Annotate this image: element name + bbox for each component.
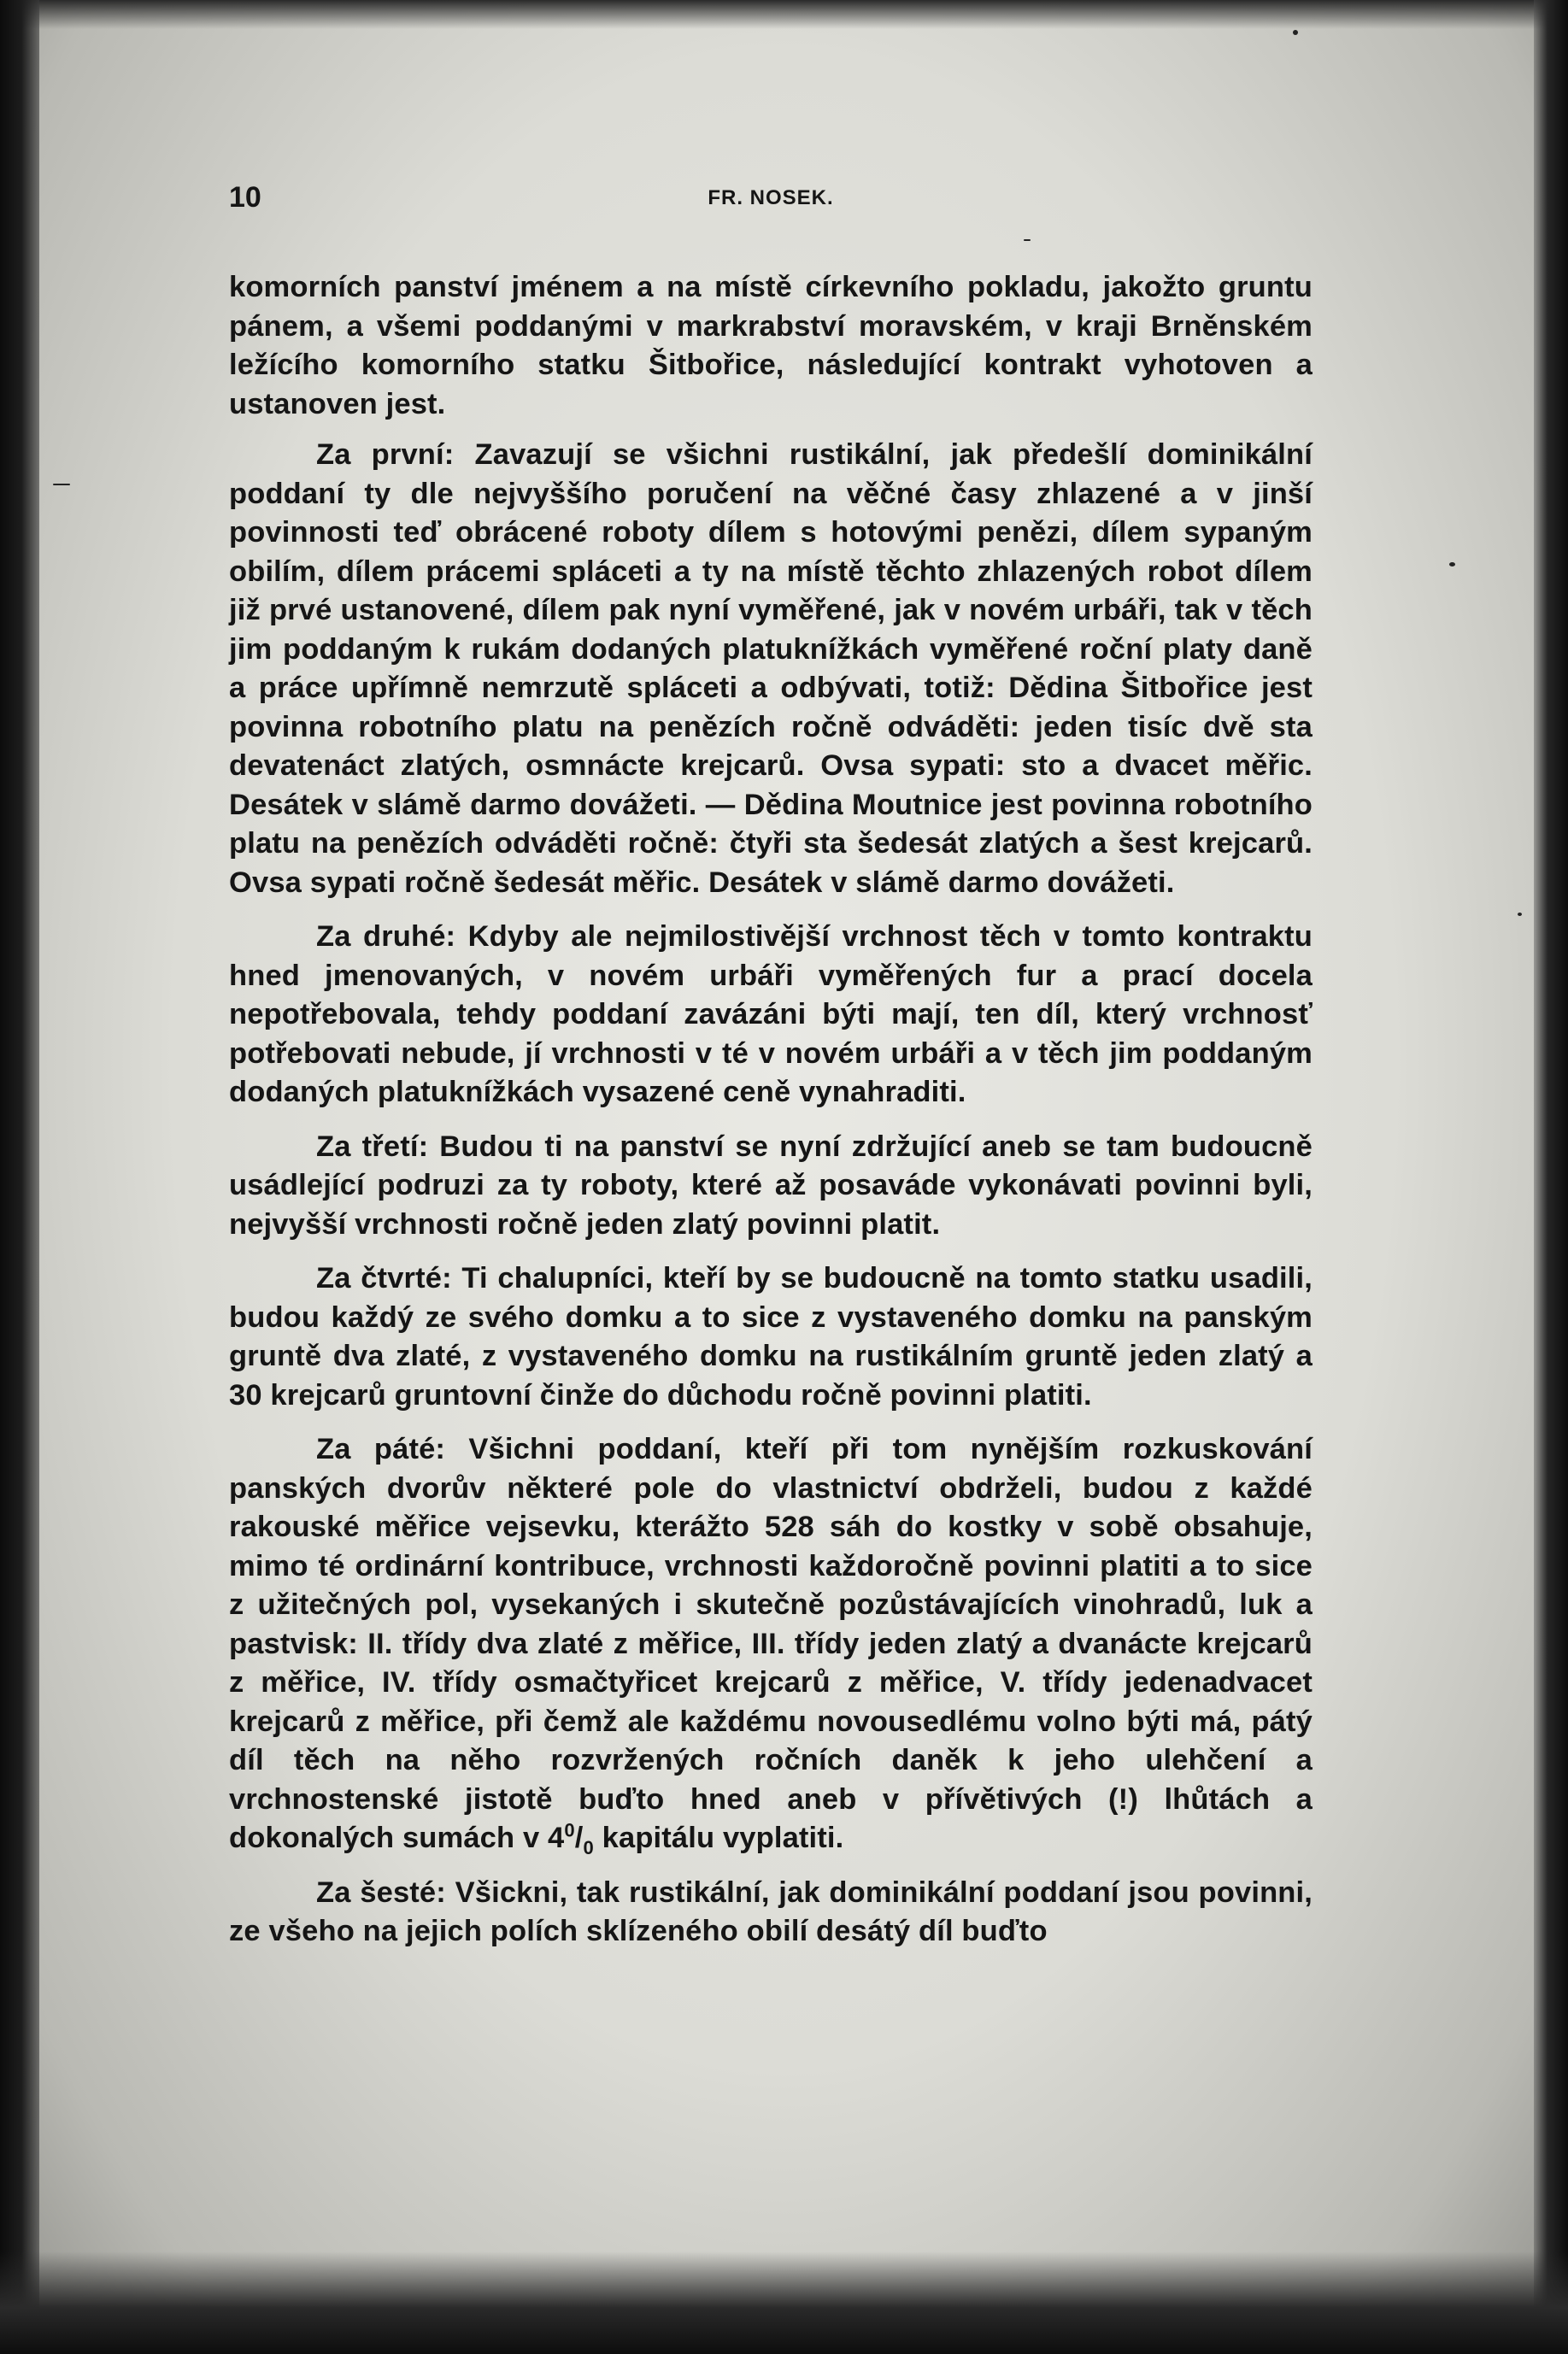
body-text — [229, 268, 1313, 1952]
running-head — [229, 181, 1313, 224]
paragraph-za-prvni: Za první: Zavazují se všichni rustikální, jak předešlí dominikální poddaní ty dle nejvyššího poručení na věčné časy zhlazené a v jinší povinnosti teď obrácené roboty dílem s hotovými penězi, dílem sypaným obilím, dílem prácemi spláceti a ty na místě těchto zhlazených robot dílem již prvé ustanovené, dílem pak nyní vyměřené, jak v novém urbáři, tak v těch jim poddaným k rukám dodaných platuknížkách vyměřené roční platy daně a práce upřímně nemrzutě spláceti a odbývati, totiž: Dědina Šitbořice jest povinna robotního platu na penězích ročně odváděti: jeden tisíc dvě sta devatenáct zlatých, osmnácte krejcarů. Ovsa sypati: sto a dvacet měřic. Desátek v slámě darmo dovážeti. — Dědina Moutnice jest povinna robotního platu na penězích odváděti ročně: čtyři sta šedesát zlatých a šest krejcarů. Ovsa sypati ročně šedesát měřic. Desátek v slámě darmo dovážeti. — [229, 438, 1313, 899]
paragraph-za-seste: Za šesté: Všickni, tak rustikální, jak dominikální poddaní jsou povinni, ze všeho na jejich polích sklízeného obilí desátý díl buďto — [229, 1876, 1313, 1947]
scan-left-shadow — [0, 0, 39, 2354]
scan-top-shadow — [0, 0, 1568, 29]
scan-right-shadow — [1534, 0, 1568, 2354]
paragraph-za-pate-tail: kapitálu vyplatiti. — [593, 1822, 844, 1854]
paragraph-za-druhe: Za druhé: Kdyby ale nejmilostivější vrchnost těch v tomto kontraktu hned jmenovaných, v novém urbáři vyměřených fur a prací docela nepotřebovala, tehdy poddaní zavázáni býti mají, ten díl, který vrchnosť potřebovati nebude, jí vrchnosti v té v novém urbáři a v těch jim poddaným dodaných platuknížkách vysazené ceně vynahraditi. — [229, 920, 1313, 1108]
paragraph-za-pate-text: Za páté: Všichni poddaní, kteří při tom nynějším rozkuskování panských dvorův některé pole do vlastnictví obdrželi, budou z každé rakouské měřice vejsevku, kterážto 528 sáh do kostky v sobě obsahuje, mimo té ordinární kontribuce, vrchnosti každoročně povinni platiti a to sice z užitečných pol, vysekaných i skutečně pozůstávajících vinohradů, luk a pastvisk: II. třídy dva zlaté z měřice, III. třídy jeden zlatý a dvanácte krejcarů z měřice, IV. třídy osmačtyřicet krejcarů z měřice, V. třídy jedenadvacet krejcarů z měřice, při čemž ale každému novousedlému volno býti má, pátý díl těch na něho rozvržených ročních daněk k jeho ulehčení a vrchnostenské jistotě buďto hned aneb v přívětivých (!) lhůtách a dokonalých sumách v 4 — [229, 1433, 1313, 1854]
percent-slash: / — [574, 1822, 584, 1854]
paragraph-continuation: komorních panství jménem a na místě církevního pokladu, jakožto gruntu pánem, a všemi poddanými v markrabství moravském, v kraji Brněnském ležícího komorního statku Šitbořice, následující kontrakt vyhotoven a ustanoven jest. — [229, 271, 1313, 420]
percent-superscript: 0 — [564, 1819, 575, 1841]
scan-bottom-shadow — [0, 2251, 1568, 2354]
dust-speck — [53, 484, 70, 485]
dust-speck — [1293, 30, 1298, 35]
book-page — [229, 181, 1313, 1967]
dust-speck — [1449, 562, 1455, 566]
page-number: 10 — [229, 181, 261, 214]
paragraph-za-treti: Za třetí: Budou ti na panství se nyní zdržující aneb se tam budoucně usádlející podruzi za ty roboty, které až posaváde vykonávati povinni byli, nejvyšší vrchnosti ročně jeden zlatý povinni platit. — [229, 1130, 1313, 1241]
paragraph-za-pate — [229, 1430, 1313, 1858]
dust-speck — [1518, 913, 1522, 916]
paragraph-za-ctvrte: Za čtvrté: Ti chalupníci, kteří by se budoucně na tomto statku usadili, budou každý ze svého domku a to sice z vystaveného domku na panským gruntě dva zlaté, z vystaveného domku na rustikálním gruntě jeden zlatý a 30 krejcarů gruntovní činže do důchodu ročně povinni platiti. — [229, 1262, 1313, 1412]
percent-subscript: 0 — [583, 1836, 594, 1858]
header-author: FR. NOSEK. — [708, 186, 834, 209]
